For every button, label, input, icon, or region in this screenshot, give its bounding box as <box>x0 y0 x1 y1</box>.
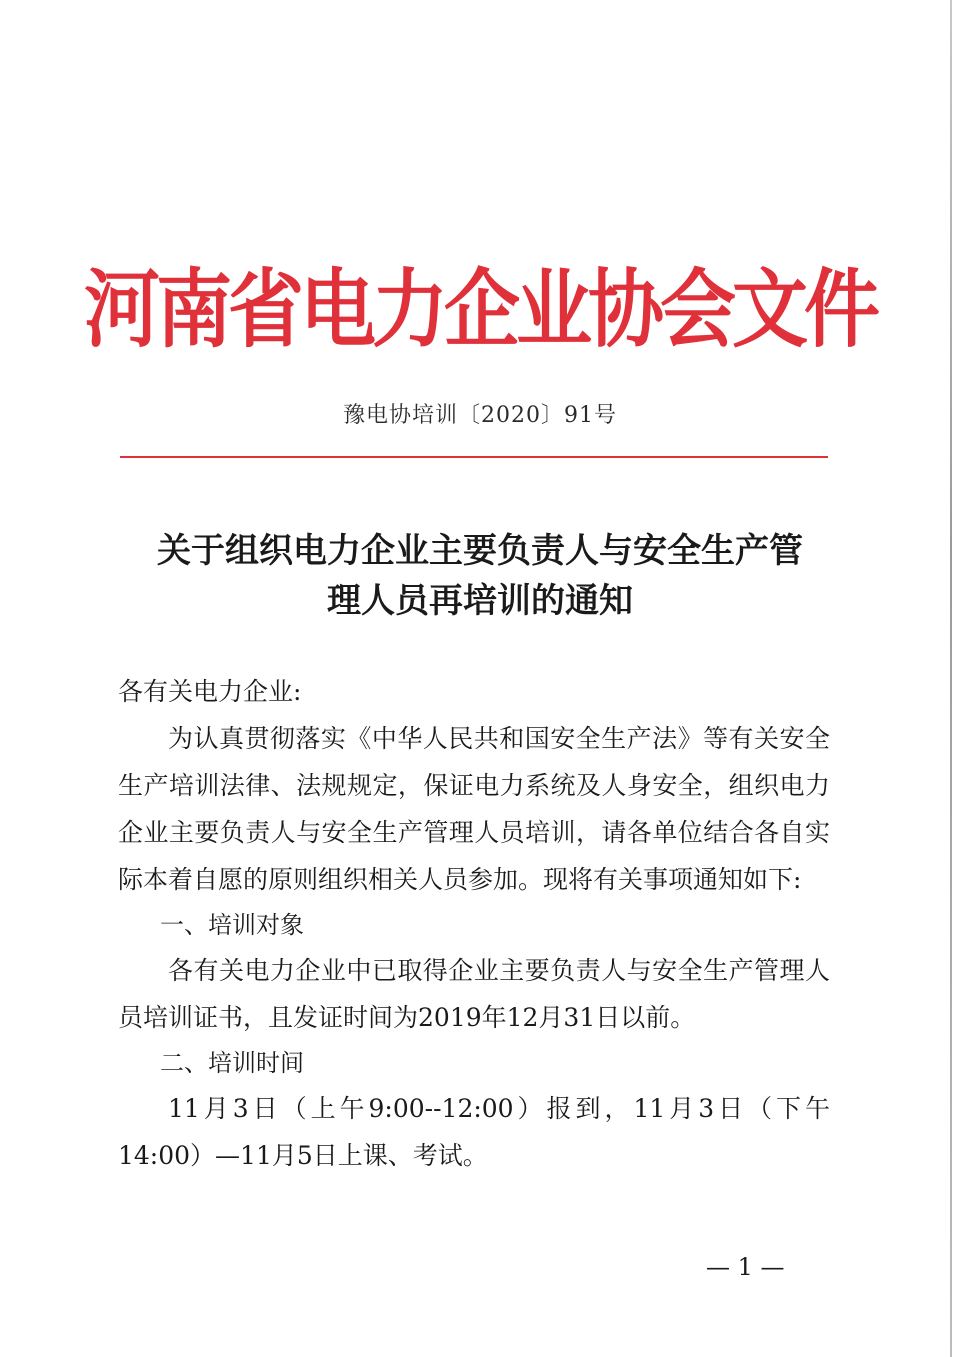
scan-edge-line <box>950 0 952 1357</box>
section-2-paragraph: 11月3日（上午9:00--12:00）报到，11月3日（下午14:00）—11月5日上课、考试。 <box>118 1094 830 1170</box>
document-body <box>118 668 830 1179</box>
notice-title <box>0 526 960 626</box>
section-1-heading: 一、培训对象 <box>160 911 304 939</box>
page-number: — 1 — <box>706 1253 785 1281</box>
issuer-header-title: 河南省电力企业协会文件 <box>84 259 876 360</box>
notice-title-line-2: 理人员再培训的通知 <box>327 581 633 621</box>
document-number: 豫电协培训〔2020〕91号 <box>343 403 617 428</box>
section-2-heading: 二、培训时间 <box>160 1049 304 1077</box>
red-divider-line <box>120 456 828 458</box>
section-1-paragraph: 各有关电力企业中已取得企业主要负责人与安全生产管理人员培训证书，且发证时间为2019年12月31日以前。 <box>118 956 830 1032</box>
salutation: 各有关电力企业: <box>118 677 302 706</box>
intro-paragraph: 为认真贯彻落实《中华人民共和国安全生产法》等有关安全生产培训法律、法规规定，保证电力系统及人身安全，组织电力企业主要负责人与安全生产管理人员培训，请各单位结合各自实际本着自愿的原则组织相关人员参加。现将有关事项通知如下: <box>118 724 830 894</box>
notice-title-line-1: 关于组织电力企业主要负责人与安全生产管 <box>157 531 803 571</box>
